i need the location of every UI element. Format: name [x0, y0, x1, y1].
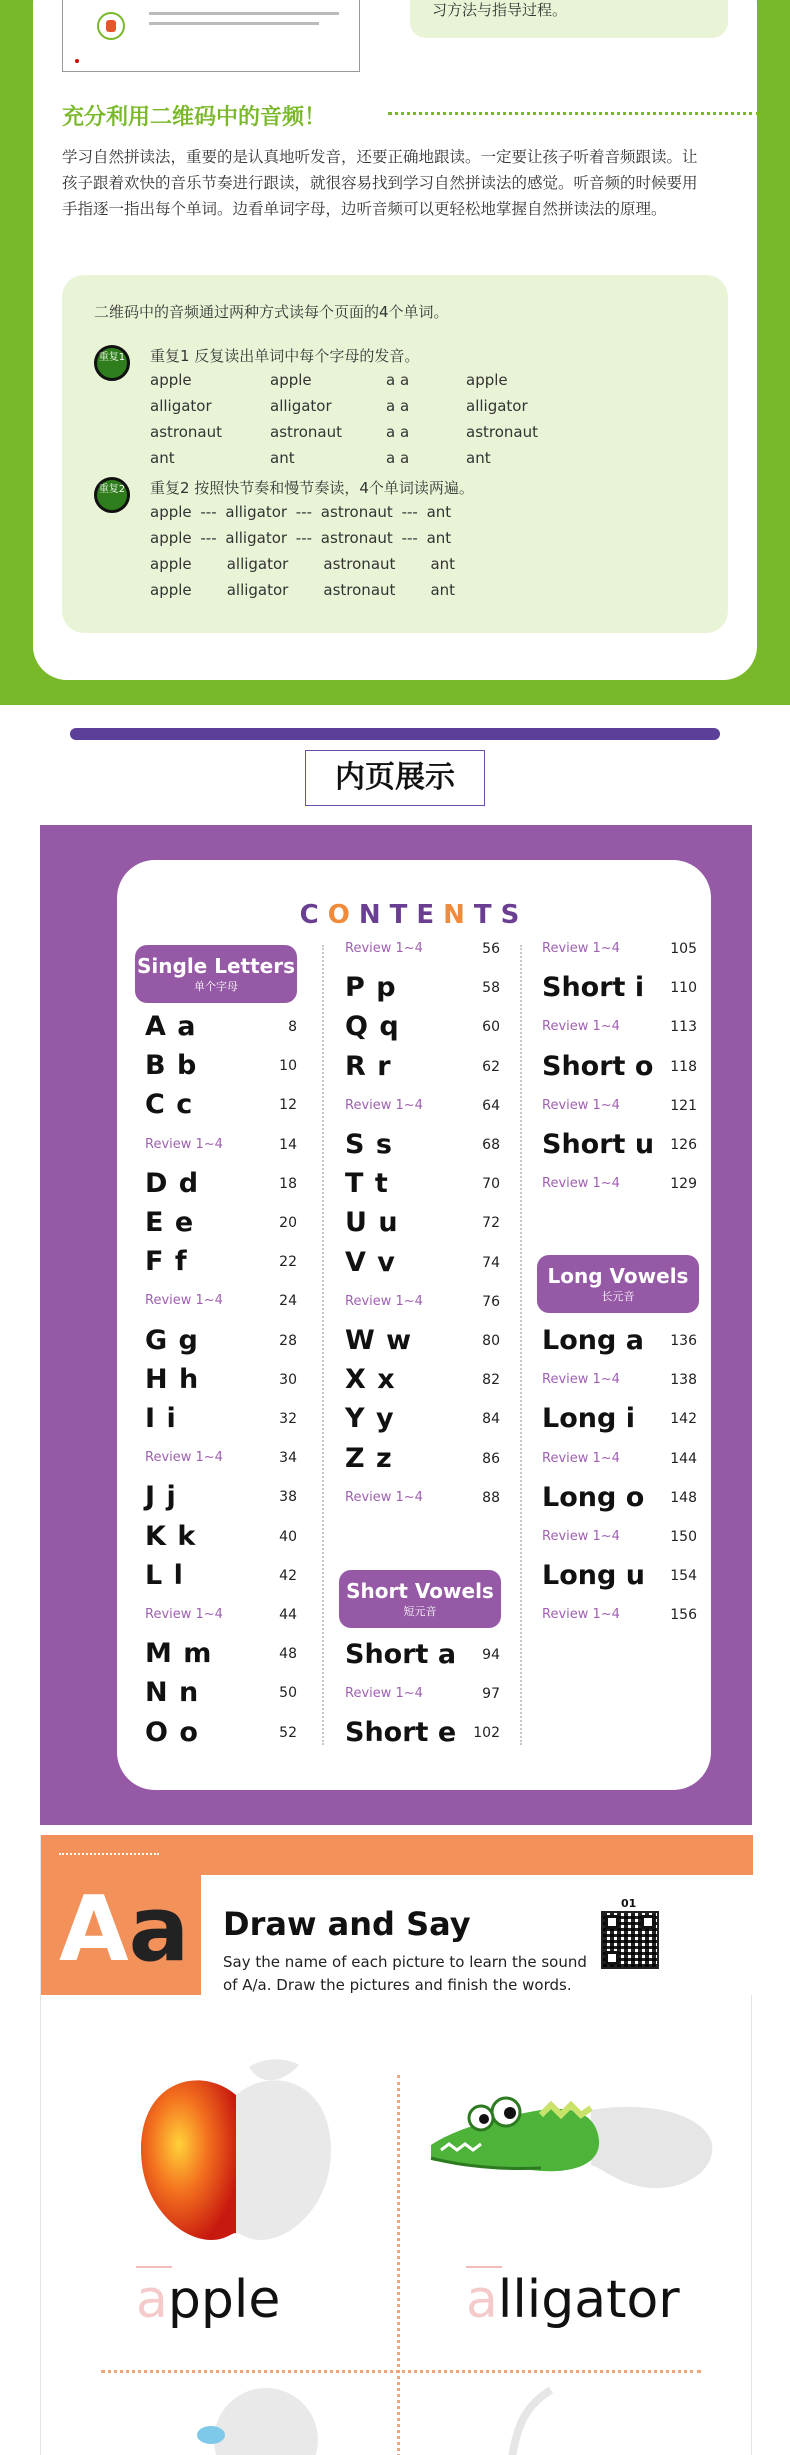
repeat1-word: astronaut	[466, 423, 538, 441]
toc-entry-page: 76	[482, 1293, 500, 1310]
repeat-box-intro: 二维码中的音频通过两种方式读每个页面的4个单词。	[94, 303, 449, 321]
toc-entry-label: Long o	[542, 1481, 645, 1513]
toc-entry-label: I i	[145, 1403, 177, 1434]
toc-entry-page: 18	[279, 1175, 297, 1192]
contents-title-letter: N	[358, 900, 390, 930]
toc-entry-label: Q q	[345, 1011, 400, 1043]
toc-entry-page: 52	[279, 1724, 297, 1741]
qr-finder	[605, 1915, 619, 1929]
toc-entry-label: Review 1~4	[542, 1607, 620, 1623]
toc-review-entry[interactable]	[542, 1167, 697, 1201]
repeat1-badge: 重复1	[94, 345, 130, 381]
toc-entry-page: 56	[482, 941, 500, 957]
toc-entry-page: 14	[279, 1136, 297, 1153]
letter-lowercase: a	[128, 1877, 190, 1982]
toc-entry-page: 156	[670, 1607, 697, 1624]
toc-review-entry[interactable]	[542, 1442, 697, 1476]
toc-entry-label: Review 1~4	[145, 1450, 223, 1466]
toc-entry-label: H h	[145, 1363, 200, 1395]
lesson-page	[40, 1835, 752, 2455]
toc-entry-page: 22	[279, 1254, 297, 1271]
toc-entry[interactable]	[345, 1206, 500, 1240]
repeat1-word: apple	[466, 371, 508, 389]
toc-entry-page: 72	[482, 1215, 500, 1232]
thumbnail-dot	[75, 59, 79, 63]
contents-title-letter: T	[389, 900, 417, 930]
toc-review-entry[interactable]	[542, 1363, 697, 1397]
toc-entry[interactable]	[345, 1402, 500, 1436]
toc-entry[interactable]	[145, 1324, 297, 1358]
repeat2-line: apple alligator astronaut ant	[150, 555, 456, 573]
astronaut-illustration	[191, 2380, 341, 2455]
word-apple-blank[interactable]: a	[136, 2270, 168, 2330]
word-alligator	[466, 2270, 680, 2330]
toc-entry-page: 150	[670, 1529, 697, 1545]
toc-entry[interactable]	[345, 1167, 500, 1201]
toc-entry-label: Long a	[542, 1325, 644, 1356]
grid-divider-vertical	[397, 2075, 400, 2455]
lesson-title: Draw and Say	[223, 1905, 471, 1943]
toc-entry-label: F f	[145, 1246, 188, 1278]
toc-entry-page: 136	[670, 1333, 697, 1349]
toc-entry-page: 10	[279, 1058, 297, 1075]
toc-entry-label: Review 1~4	[542, 1176, 620, 1192]
toc-entry-label: V v	[345, 1246, 396, 1278]
toc-entry[interactable]	[542, 1481, 697, 1515]
repeat1-word: a a	[386, 423, 410, 441]
repeat1-word: ant	[150, 449, 175, 467]
repeat1-word: a a	[386, 397, 410, 415]
toc-entry-label: Review 1~4	[542, 1450, 620, 1466]
toc-entry[interactable]	[542, 1559, 697, 1593]
single-letters-label	[135, 945, 297, 1003]
toc-entry-label: J j	[145, 1481, 177, 1513]
toc-entry-label: Short a	[345, 1639, 457, 1670]
repeat1-word: astronaut	[150, 423, 222, 441]
toc-entry[interactable]	[145, 1716, 297, 1750]
ant-illustration	[481, 2385, 571, 2455]
toc-entry[interactable]	[145, 1480, 297, 1514]
toc-entry-page: 88	[482, 1489, 500, 1506]
toc-entry-label: Review 1~4	[345, 1097, 423, 1113]
contents-card	[117, 860, 711, 1790]
toc-entry-label: K k	[145, 1520, 197, 1552]
toc-entry-page: 97	[482, 1686, 500, 1703]
toc-entry-label: R r	[345, 1050, 392, 1082]
toc-entry-page: 8	[288, 1019, 297, 1035]
toc-review-entry[interactable]	[542, 1089, 697, 1123]
toc-entry-page: 44	[279, 1607, 297, 1623]
heading-dotted-line	[388, 112, 760, 115]
repeat1-word: alligator	[466, 397, 528, 415]
toc-entry-page: 102	[473, 1725, 500, 1742]
column-divider	[322, 945, 324, 1745]
alligator-illustration	[421, 2070, 721, 2210]
toc-review-entry[interactable]	[345, 1481, 500, 1515]
toc-entry-label: P p	[345, 972, 397, 1004]
toc-entry[interactable]	[345, 1128, 500, 1162]
toc-review-entry[interactable]	[542, 932, 697, 966]
toc-entry-label: Short u	[542, 1129, 655, 1160]
repeat1-title: 重复1 反复读出单词中每个字母的发音。	[150, 347, 420, 365]
qr-finder	[605, 1951, 619, 1965]
toc-entry[interactable]	[542, 1050, 697, 1084]
repeat1-word: alligator	[270, 397, 332, 415]
toc-entry-label: O o	[145, 1716, 199, 1748]
toc-entry-page: 144	[670, 1450, 697, 1467]
repeat2-line: apple --- alligator --- astronaut --- ant	[150, 529, 452, 547]
toc-entry-page: 24	[279, 1293, 297, 1310]
toc-entry-label: L l	[145, 1559, 184, 1591]
word-apple	[136, 2270, 280, 2330]
toc-entry-page: 80	[482, 1333, 500, 1349]
repeat1-word: apple	[270, 371, 312, 389]
toc-review-entry[interactable]	[542, 1598, 697, 1632]
toc-entry-label: U u	[345, 1207, 399, 1239]
toc-entry-page: 138	[670, 1372, 697, 1389]
toc-entry-page: 86	[482, 1450, 500, 1467]
toc-entry-page: 110	[670, 980, 697, 997]
contents-title-letter: N	[443, 900, 474, 930]
toc-entry[interactable]	[145, 1637, 297, 1671]
single-letters-en: Single Letters	[137, 954, 295, 978]
contents-title-letter: C	[299, 900, 328, 930]
apple-illustration	[131, 2055, 341, 2245]
toc-entry-label: Review 1~4	[542, 941, 620, 956]
toc-entry[interactable]	[145, 1049, 297, 1083]
toc-review-entry[interactable]	[345, 1089, 500, 1123]
toc-entry[interactable]	[145, 1402, 297, 1436]
repeat1-word: alligator	[150, 397, 212, 415]
toc-entry[interactable]	[145, 1676, 297, 1710]
toc-entry-page: 34	[279, 1450, 297, 1467]
toc-entry-label: Long u	[542, 1560, 645, 1592]
contents-title-letter: S	[500, 900, 529, 930]
lesson-description: Say the name of each picture to learn the sound of A/a. Draw the pictures and finish the words.	[223, 1953, 587, 1994]
repeat2-badge: 重复2	[94, 477, 130, 513]
toc-entry-page: 105	[670, 941, 697, 957]
toc-entry-page: 94	[482, 1647, 500, 1663]
toc-review-entry[interactable]	[145, 1441, 297, 1475]
short-vowels-label	[339, 1570, 501, 1628]
toc-entry-label: C c	[145, 1089, 194, 1121]
toc-entry[interactable]	[145, 1520, 297, 1554]
long-vowels-label	[537, 1255, 699, 1313]
toc-entry-label: Y y	[345, 1403, 395, 1435]
toc-entry-page: 154	[670, 1568, 697, 1585]
toc-entry[interactable]	[145, 1010, 297, 1044]
toc-entry[interactable]	[345, 1442, 500, 1476]
audio-heading: 充分利用二维码中的音频！	[62, 105, 327, 130]
contents-title	[117, 900, 711, 930]
repeat1-word: ant	[270, 449, 295, 467]
toc-entry[interactable]	[345, 1363, 500, 1397]
toc-review-entry[interactable]	[145, 1598, 297, 1632]
toc-review-entry[interactable]	[345, 1285, 500, 1319]
toc-entry-label: N n	[145, 1677, 200, 1709]
repeat2-line: apple --- alligator --- astronaut --- ant	[150, 503, 452, 521]
toc-entry-label: Short o	[542, 1050, 654, 1082]
toc-entry-label: Review 1~4	[542, 1372, 620, 1388]
orange-header-strip	[41, 1835, 753, 1875]
toc-entry-page: 32	[279, 1411, 297, 1427]
qr-finder	[641, 1915, 655, 1929]
toc-entry-label: M m	[145, 1638, 213, 1670]
toc-entry-label: Review 1~4	[345, 1489, 423, 1505]
section-title: 内页展示	[305, 750, 485, 806]
toc-entry-page: 126	[670, 1137, 697, 1153]
toc-review-entry[interactable]	[345, 932, 500, 966]
toc-entry-label: Review 1~4	[542, 1019, 620, 1035]
toc-entry[interactable]	[542, 971, 697, 1005]
toc-entry-label: S s	[345, 1129, 393, 1160]
toc-entry-page: 20	[279, 1215, 297, 1231]
toc-entry-label: A a	[145, 1011, 197, 1042]
toc-entry-page: 60	[482, 1019, 500, 1036]
toc-entry-page: 30	[279, 1371, 297, 1388]
toc-entry[interactable]	[145, 1088, 297, 1122]
toc-entry[interactable]	[145, 1363, 297, 1397]
toc-entry-label: Short e	[345, 1717, 457, 1749]
toc-entry[interactable]	[345, 971, 500, 1005]
toc-entry-label: Z z	[345, 1442, 393, 1474]
single-letters-cn: 单个字母	[194, 980, 238, 993]
toc-entry-page: 28	[279, 1332, 297, 1349]
qr-number: 01	[621, 1897, 637, 1910]
toc-entry-label: Review 1~4	[542, 1097, 620, 1113]
toc-entry-page: 118	[670, 1058, 697, 1075]
short-vowels-en: Short Vowels	[346, 1579, 494, 1603]
short-vowels-cn: 短元音	[403, 1605, 437, 1618]
contents-page	[40, 825, 752, 1825]
grid-divider-horizontal	[101, 2370, 701, 2373]
long-vowels-en: Long Vowels	[547, 1264, 689, 1288]
toc-entry-page: 12	[279, 1097, 297, 1114]
toc-entry-page: 40	[279, 1528, 297, 1545]
toc-entry-page: 113	[670, 1019, 697, 1036]
toc-entry[interactable]	[345, 1050, 500, 1084]
thumbnail-text-line	[149, 12, 339, 15]
word-apple-rest: pple	[167, 2270, 281, 2330]
toc-entry[interactable]	[145, 1559, 297, 1593]
toc-entry-page: 129	[670, 1176, 697, 1193]
toc-entry[interactable]	[145, 1206, 297, 1240]
toc-entry-page: 121	[670, 1097, 697, 1114]
repeat1-word: ant	[466, 449, 491, 467]
toc-entry[interactable]	[345, 1010, 500, 1044]
repeat1-word: a a	[386, 371, 410, 389]
toc-entry-label: Review 1~4	[145, 1136, 223, 1152]
long-vowels-cn: 长元音	[601, 1290, 635, 1303]
toc-entry-page: 68	[482, 1137, 500, 1153]
toc-review-entry[interactable]	[345, 1677, 500, 1711]
lesson-letter	[59, 1875, 189, 1985]
toc-review-entry[interactable]	[145, 1128, 297, 1162]
word-alligator-rest: lligator	[497, 2270, 680, 2330]
qr-code-icon[interactable]	[601, 1911, 659, 1969]
toc-entry-label: Review 1~4	[145, 1293, 223, 1309]
toc-entry-page: 74	[482, 1254, 500, 1271]
toc-entry[interactable]	[345, 1246, 500, 1280]
toc-entry[interactable]	[345, 1638, 500, 1672]
toc-entry[interactable]	[345, 1324, 500, 1358]
repeat2-title: 重复2 按照快节奏和慢节奏读，4个单词读两遍。	[150, 479, 474, 497]
toc-entry-page: 142	[670, 1411, 697, 1428]
repeat-box	[62, 275, 728, 633]
toc-entry[interactable]	[145, 1245, 297, 1279]
toc-review-entry[interactable]	[145, 1284, 297, 1318]
toc-entry-label: Review 1~4	[542, 1529, 620, 1544]
repeat1-word: astronaut	[270, 423, 342, 441]
repeat1-word: a a	[386, 449, 410, 467]
toc-entry-page: 50	[279, 1685, 297, 1702]
toc-entry-label: Long i	[542, 1403, 635, 1435]
toc-entry-page: 148	[670, 1489, 697, 1506]
toc-entry[interactable]	[145, 1167, 297, 1201]
decorative-dots	[59, 1853, 159, 1869]
toc-entry-page: 70	[482, 1176, 500, 1193]
toc-entry-page: 58	[482, 980, 500, 997]
toc-entry-label: B b	[145, 1050, 198, 1082]
toc-entry-page: 84	[482, 1411, 500, 1428]
thumbnail-text-line	[149, 22, 319, 25]
toc-review-entry[interactable]	[542, 1010, 697, 1044]
toc-entry-label: W w	[345, 1325, 413, 1356]
toc-entry-label: Review 1~4	[145, 1607, 223, 1622]
toc-entry[interactable]	[542, 1324, 697, 1358]
column-divider	[520, 945, 522, 1745]
toc-entry-page: 38	[279, 1489, 297, 1506]
toc-entry[interactable]	[542, 1128, 697, 1162]
apple-icon	[97, 12, 125, 40]
toc-entry-page: 42	[279, 1567, 297, 1584]
toc-review-entry[interactable]	[542, 1520, 697, 1554]
toc-entry-label: Review 1~4	[345, 1686, 423, 1702]
section-divider	[70, 728, 720, 740]
toc-entry-label: E e	[145, 1207, 195, 1238]
repeat1-word: apple	[150, 371, 192, 389]
toc-entry[interactable]	[345, 1716, 500, 1750]
letter-uppercase: A	[59, 1877, 129, 1982]
toc-entry[interactable]	[542, 1402, 697, 1436]
toc-entry-page: 64	[482, 1097, 500, 1114]
contents-title-letter: O	[327, 900, 359, 930]
intro-paragraph: 学习自然拼读法，重要的是认真地听发音，还要正确地跟读。一定要让孩子听着音频跟读。让孩子跟着欢快的音乐节奏进行跟读，就很容易找到学习自然拼读法的感觉。听音频的时候要用手指逐一指出每个单词。边看单词字母，边听音频可以更轻松地掌握自然拼读法的原理。	[62, 148, 698, 218]
repeat2-line: apple alligator astronaut ant	[150, 581, 456, 599]
toc-entry-page: 62	[482, 1058, 500, 1075]
top-note: 习方法与指导过程。	[410, 0, 728, 38]
toc-entry-label: X x	[345, 1364, 396, 1396]
toc-entry-label: Short i	[542, 972, 645, 1004]
contents-title-letter: T	[473, 900, 501, 930]
toc-entry-label: G g	[145, 1324, 199, 1356]
toc-entry-label: Review 1~4	[345, 941, 423, 956]
contents-title-letter: E	[416, 900, 444, 930]
book-page-thumbnail	[62, 0, 360, 72]
toc-entry-label: D d	[145, 1167, 200, 1199]
toc-entry-label: Review 1~4	[345, 1293, 423, 1309]
toc-entry-page: 48	[279, 1646, 297, 1663]
toc-entry-page: 82	[482, 1372, 500, 1389]
toc-entry-label: T t	[345, 1168, 389, 1200]
word-alligator-blank[interactable]: a	[466, 2270, 498, 2330]
